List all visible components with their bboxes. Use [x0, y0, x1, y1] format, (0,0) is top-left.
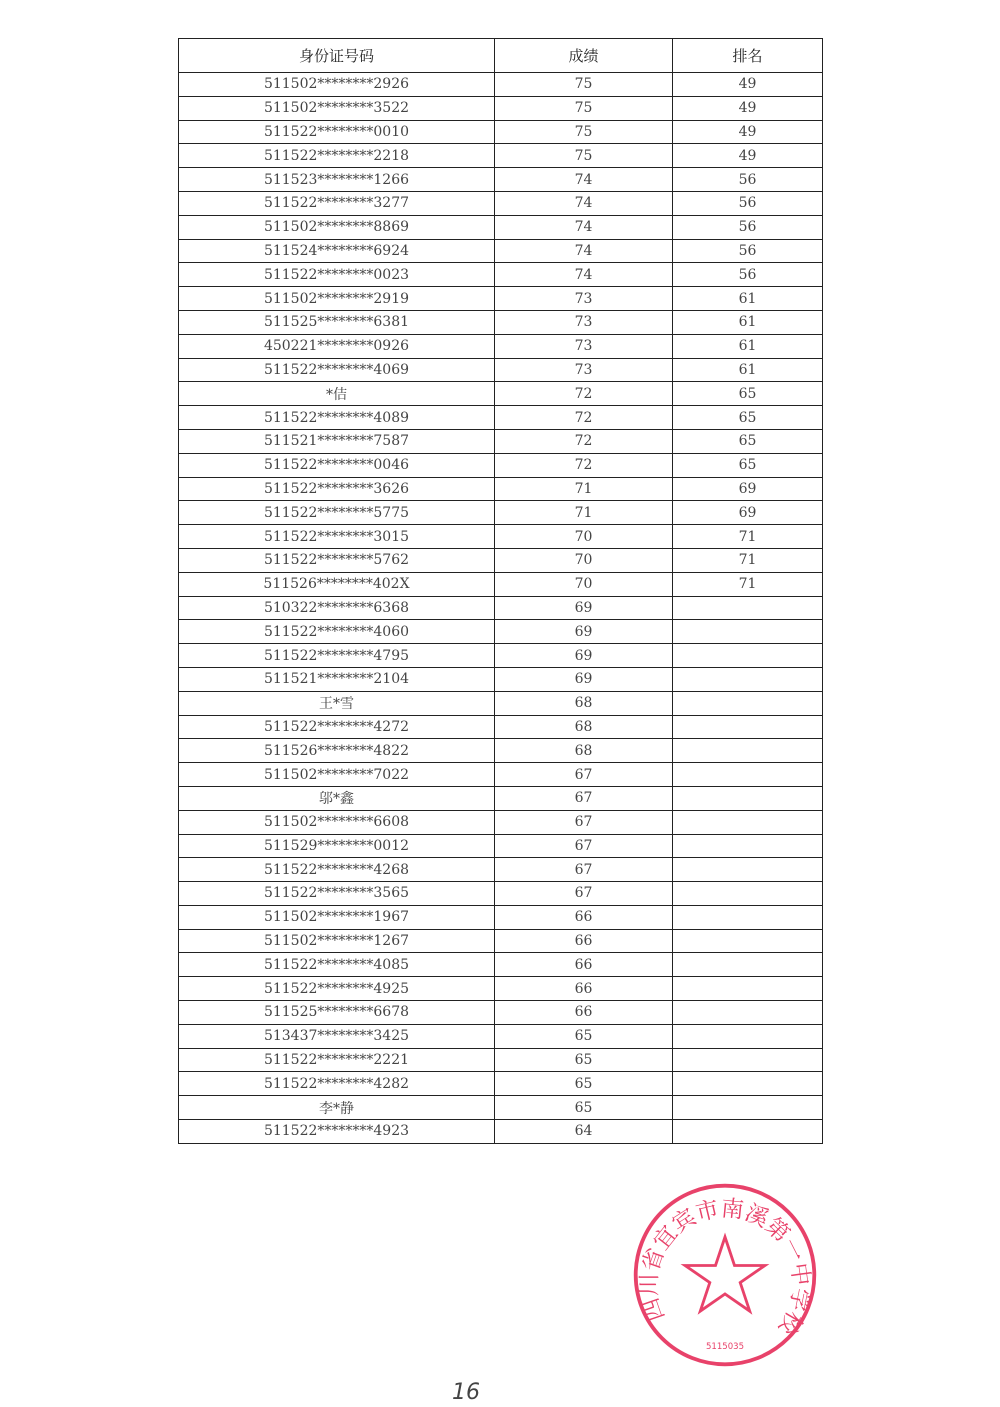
table-row — [179, 739, 823, 763]
rank-cell: 61 — [673, 310, 823, 334]
score-cell: 75 — [495, 144, 673, 168]
table-row — [179, 215, 823, 239]
rank-cell — [673, 858, 823, 882]
table-row — [179, 882, 823, 906]
rank-cell — [673, 953, 823, 977]
rank-cell: 71 — [673, 572, 823, 596]
id-number-cell: 邬*鑫 — [179, 786, 495, 810]
page-number: 16 — [452, 1380, 480, 1405]
table-row — [179, 1048, 823, 1072]
score-cell: 73 — [495, 358, 673, 382]
score-cell: 70 — [495, 548, 673, 572]
rank-cell — [673, 1024, 823, 1048]
id-number-cell: 511502********2926 — [179, 73, 495, 97]
rank-cell: 61 — [673, 287, 823, 311]
id-number-cell: 511522********0023 — [179, 263, 495, 287]
score-cell: 69 — [495, 596, 673, 620]
table-row — [179, 786, 823, 810]
score-cell: 74 — [495, 263, 673, 287]
id-number-cell: 511502********6608 — [179, 810, 495, 834]
rank-cell: 56 — [673, 263, 823, 287]
id-number-cell: 511502********3522 — [179, 96, 495, 120]
id-number-cell: 510322********6368 — [179, 596, 495, 620]
id-number-cell: 511524********6924 — [179, 239, 495, 263]
rank-cell — [673, 977, 823, 1001]
id-number-cell: 511502********7022 — [179, 763, 495, 787]
table-row — [179, 239, 823, 263]
score-cell: 66 — [495, 929, 673, 953]
id-number-cell: 511522********4089 — [179, 406, 495, 430]
score-cell: 75 — [495, 120, 673, 144]
table-row — [179, 596, 823, 620]
table-row — [179, 477, 823, 501]
table-row — [179, 667, 823, 691]
score-cell: 70 — [495, 572, 673, 596]
id-number-cell: 511522********5775 — [179, 501, 495, 525]
rank-cell: 56 — [673, 168, 823, 192]
score-cell: 73 — [495, 310, 673, 334]
table-row — [179, 525, 823, 549]
rank-cell: 56 — [673, 215, 823, 239]
table-row — [179, 929, 823, 953]
score-cell: 69 — [495, 667, 673, 691]
id-number-cell: 511502********1267 — [179, 929, 495, 953]
rank-cell: 65 — [673, 382, 823, 406]
score-cell: 67 — [495, 858, 673, 882]
id-number-cell: 511522********2221 — [179, 1048, 495, 1072]
score-cell: 67 — [495, 882, 673, 906]
table-row — [179, 977, 823, 1001]
rank-cell — [673, 929, 823, 953]
id-number-cell: 511522********3015 — [179, 525, 495, 549]
id-number-cell: 511522********4268 — [179, 858, 495, 882]
rank-cell — [673, 1072, 823, 1096]
table-row — [179, 406, 823, 430]
table-row — [179, 1096, 823, 1120]
table-row — [179, 453, 823, 477]
id-number-cell: 511522********4060 — [179, 620, 495, 644]
id-number-cell: 511522********0010 — [179, 120, 495, 144]
rank-cell — [673, 691, 823, 715]
score-cell: 66 — [495, 977, 673, 1001]
rank-cell — [673, 644, 823, 668]
table-row — [179, 572, 823, 596]
score-cell: 75 — [495, 96, 673, 120]
id-number-cell: 511522********5762 — [179, 548, 495, 572]
rank-cell — [673, 1120, 823, 1144]
id-number-cell: 511502********1967 — [179, 905, 495, 929]
rank-cell — [673, 596, 823, 620]
table-row — [179, 334, 823, 358]
id-number-cell: 513437********3425 — [179, 1024, 495, 1048]
id-number-cell: 李*静 — [179, 1096, 495, 1120]
score-cell: 66 — [495, 953, 673, 977]
table-row — [179, 501, 823, 525]
official-seal — [630, 1180, 820, 1370]
table-row — [179, 382, 823, 406]
seal-code: 5115035 — [705, 1342, 745, 1353]
table-row — [179, 905, 823, 929]
score-cell: 66 — [495, 905, 673, 929]
id-number-cell: 511522********4272 — [179, 715, 495, 739]
score-cell: 69 — [495, 644, 673, 668]
rank-cell: 56 — [673, 191, 823, 215]
rank-cell — [673, 715, 823, 739]
id-number-cell: 511522********2218 — [179, 144, 495, 168]
rank-cell — [673, 1001, 823, 1025]
score-cell: 72 — [495, 382, 673, 406]
id-number-cell: 511525********6381 — [179, 310, 495, 334]
seal-text: 四川省宜宾市南溪第一中学校 — [636, 1195, 815, 1340]
id-number-cell: 511522********4282 — [179, 1072, 495, 1096]
score-cell: 75 — [495, 73, 673, 97]
score-cell: 68 — [495, 739, 673, 763]
id-number-cell: 王*雪 — [179, 691, 495, 715]
score-cell: 71 — [495, 501, 673, 525]
score-cell: 65 — [495, 1072, 673, 1096]
table-row — [179, 263, 823, 287]
table-row — [179, 191, 823, 215]
rank-cell: 61 — [673, 334, 823, 358]
rank-cell — [673, 1048, 823, 1072]
score-cell: 67 — [495, 763, 673, 787]
id-number-cell: 511522********3626 — [179, 477, 495, 501]
table-row — [179, 120, 823, 144]
score-cell: 67 — [495, 834, 673, 858]
score-cell: 66 — [495, 1001, 673, 1025]
id-number-cell: *佶 — [179, 382, 495, 406]
table-row — [179, 715, 823, 739]
rank-cell — [673, 882, 823, 906]
id-number-cell: 511522********0046 — [179, 453, 495, 477]
id-number-cell: 511502********2919 — [179, 287, 495, 311]
id-number-cell: 511522********4923 — [179, 1120, 495, 1144]
table-row — [179, 144, 823, 168]
score-cell: 65 — [495, 1048, 673, 1072]
rank-cell — [673, 905, 823, 929]
rank-cell — [673, 786, 823, 810]
table-row — [179, 548, 823, 572]
id-number-cell: 511521********7587 — [179, 429, 495, 453]
score-cell: 65 — [495, 1024, 673, 1048]
table-row — [179, 691, 823, 715]
table-row — [179, 1120, 823, 1144]
table-row — [179, 858, 823, 882]
rank-cell — [673, 739, 823, 763]
rank-cell — [673, 763, 823, 787]
rank-cell: 65 — [673, 453, 823, 477]
table-row — [179, 1024, 823, 1048]
score-cell: 69 — [495, 620, 673, 644]
score-cell: 73 — [495, 334, 673, 358]
id-number-cell: 511525********6678 — [179, 1001, 495, 1025]
table-row — [179, 644, 823, 668]
table-row — [179, 310, 823, 334]
score-cell: 74 — [495, 168, 673, 192]
header-id-number: 身份证号码 — [179, 39, 495, 73]
table-row — [179, 96, 823, 120]
score-cell: 72 — [495, 453, 673, 477]
id-number-cell: 511521********2104 — [179, 667, 495, 691]
rank-cell — [673, 834, 823, 858]
score-cell: 73 — [495, 287, 673, 311]
star-icon — [685, 1237, 765, 1311]
rank-cell: 49 — [673, 144, 823, 168]
score-cell: 72 — [495, 429, 673, 453]
rank-cell — [673, 620, 823, 644]
id-number-cell: 450221********0926 — [179, 334, 495, 358]
score-cell: 64 — [495, 1120, 673, 1144]
table-row — [179, 810, 823, 834]
rank-cell: 69 — [673, 501, 823, 525]
id-number-cell: 511522********4085 — [179, 953, 495, 977]
score-cell: 70 — [495, 525, 673, 549]
rank-cell: 71 — [673, 525, 823, 549]
table-row — [179, 1072, 823, 1096]
rank-cell: 65 — [673, 429, 823, 453]
id-number-cell: 511522********4069 — [179, 358, 495, 382]
table-row — [179, 73, 823, 97]
table-row — [179, 763, 823, 787]
table-row — [179, 834, 823, 858]
id-number-cell: 511523********1266 — [179, 168, 495, 192]
score-cell: 68 — [495, 715, 673, 739]
score-table — [178, 38, 823, 1144]
table-row — [179, 429, 823, 453]
table-row — [179, 620, 823, 644]
rank-cell: 49 — [673, 96, 823, 120]
header-score: 成绩 — [495, 39, 673, 73]
table-row — [179, 1001, 823, 1025]
score-cell: 74 — [495, 215, 673, 239]
score-cell: 67 — [495, 786, 673, 810]
rank-cell: 69 — [673, 477, 823, 501]
score-cell: 72 — [495, 406, 673, 430]
rank-cell: 65 — [673, 406, 823, 430]
id-number-cell: 511522********4795 — [179, 644, 495, 668]
score-cell: 68 — [495, 691, 673, 715]
id-number-cell: 511526********4822 — [179, 739, 495, 763]
score-cell: 71 — [495, 477, 673, 501]
id-number-cell: 511522********3277 — [179, 191, 495, 215]
id-number-cell: 511522********3565 — [179, 882, 495, 906]
score-cell: 65 — [495, 1096, 673, 1120]
table-row — [179, 287, 823, 311]
rank-cell — [673, 667, 823, 691]
score-cell: 67 — [495, 810, 673, 834]
table-body — [179, 73, 823, 1144]
rank-cell: 49 — [673, 73, 823, 97]
header-rank: 排名 — [673, 39, 823, 73]
id-number-cell: 511502********8869 — [179, 215, 495, 239]
rank-cell — [673, 1096, 823, 1120]
id-number-cell: 511529********0012 — [179, 834, 495, 858]
table-row — [179, 168, 823, 192]
id-number-cell: 511522********4925 — [179, 977, 495, 1001]
score-cell: 74 — [495, 239, 673, 263]
table-row — [179, 358, 823, 382]
rank-cell: 71 — [673, 548, 823, 572]
id-number-cell: 511526********402X — [179, 572, 495, 596]
rank-cell: 49 — [673, 120, 823, 144]
rank-cell: 61 — [673, 358, 823, 382]
seal-ring — [636, 1186, 815, 1365]
rank-cell: 56 — [673, 239, 823, 263]
table-header-row — [179, 39, 823, 73]
table-row — [179, 953, 823, 977]
rank-cell — [673, 810, 823, 834]
score-cell: 74 — [495, 191, 673, 215]
